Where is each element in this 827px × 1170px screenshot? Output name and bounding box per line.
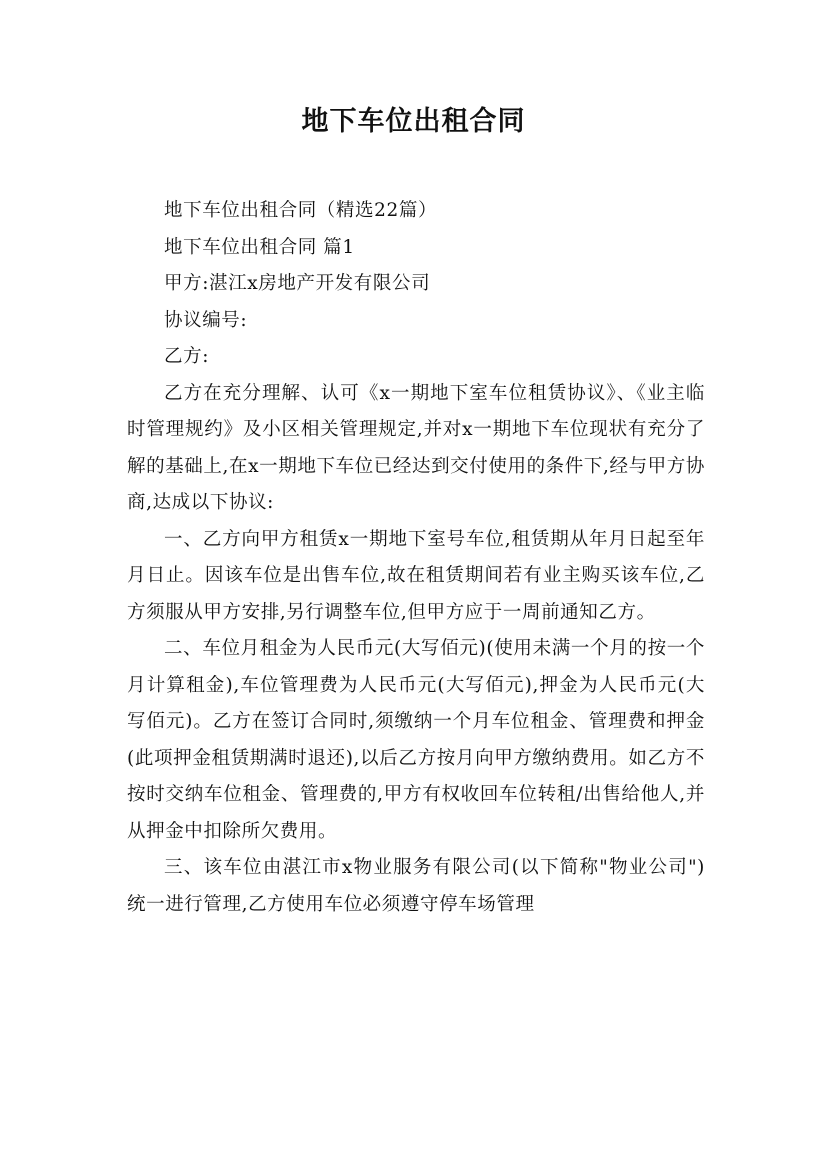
paragraph-subtitle: 地下车位出租合同（精选22篇）	[164, 200, 438, 221]
paragraph-preamble: 乙方在充分理解、认可《x一期地下室车位租赁协议》、《业主临时管理规约》及小区相关管理规定,并对x一期地下车位现状有充分了解的基础上,在x一期地下车位已经达到交付使用的条件下,经与甲方协商,达成以下协议:	[127, 382, 705, 513]
paragraph-agreement-number: 协议编号:	[164, 309, 248, 331]
paragraph-party-a: 甲方:湛江x房地产开发有限公司	[164, 273, 431, 294]
paragraph-party-b: 乙方:	[164, 346, 210, 367]
document-body	[127, 193, 705, 923]
document-title: 地下车位出租合同	[301, 106, 526, 137]
paragraph-clause-3: 三、该车位由湛江市x物业服务有限公司(以下简称"物业公司")统一进行管理,乙方使用车位必须遵守停车场管理	[127, 857, 705, 915]
paragraph-section-heading: 地下车位出租合同 篇1	[164, 236, 355, 258]
paragraph-clause-2: 二、车位月租金为人民币元(大写佰元)(使用未满一个月的按一个月计算租金),车位管理费为人民币元(大写佰元),押金为人民币元(大写佰元)。乙方在签订合同时,须缴纳一个月车位租金、管理费和押金(此项押金租赁期满时退还),以后乙方按月向甲方缴纳费用。如乙方不按时交纳车位租金、管理费的,甲方有权收回车位转租/出售给他人,并从押金中扣除所欠费用。	[127, 638, 705, 842]
paragraph-clause-1: 一、乙方向甲方租赁x一期地下室号车位,租赁期从年月日起至年月日止。因该车位是出售车位,故在租赁期间若有业主购买该车位,乙方须服从甲方安排,另行调整车位,但甲方应于一周前通知乙方。	[127, 528, 705, 623]
